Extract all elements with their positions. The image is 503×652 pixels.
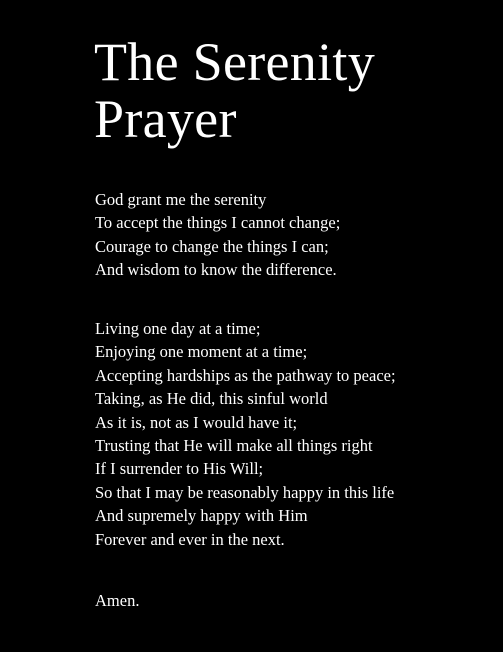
verse-line: So that I may be reasonably happy in this life <box>95 482 395 502</box>
title-line-1: The Serenity <box>94 32 376 92</box>
verse-line: If I surrender to His Will; <box>95 459 264 479</box>
page-title <box>94 34 375 148</box>
verse-line: Amen. <box>95 591 140 610</box>
verse-line: To accept the things I cannot change; <box>95 213 341 233</box>
stanza-amen <box>95 589 139 612</box>
verse-line: God grant me the serenity <box>95 190 267 209</box>
verse-line: Taking, as He did, this sinful world <box>95 389 328 409</box>
verse-line: Enjoying one moment at a time; <box>95 342 308 362</box>
title-line-2: Prayer <box>94 89 237 149</box>
stanza-serenity <box>95 188 340 282</box>
verse-line: Living one day at a time; <box>95 319 261 338</box>
stanza-living <box>95 317 396 551</box>
verse-line: Trusting that He will make all things right <box>95 435 373 455</box>
verse-line: And wisdom to know the difference. <box>95 260 337 280</box>
verse-line: As it is, not as I would have it; <box>95 412 298 432</box>
verse-line: Forever and ever in the next. <box>95 529 285 549</box>
verse-line: Accepting hardships as the pathway to peace; <box>95 365 396 385</box>
verse-line: And supremely happy with Him <box>95 506 308 526</box>
verse-line: Courage to change the things I can; <box>95 236 329 256</box>
